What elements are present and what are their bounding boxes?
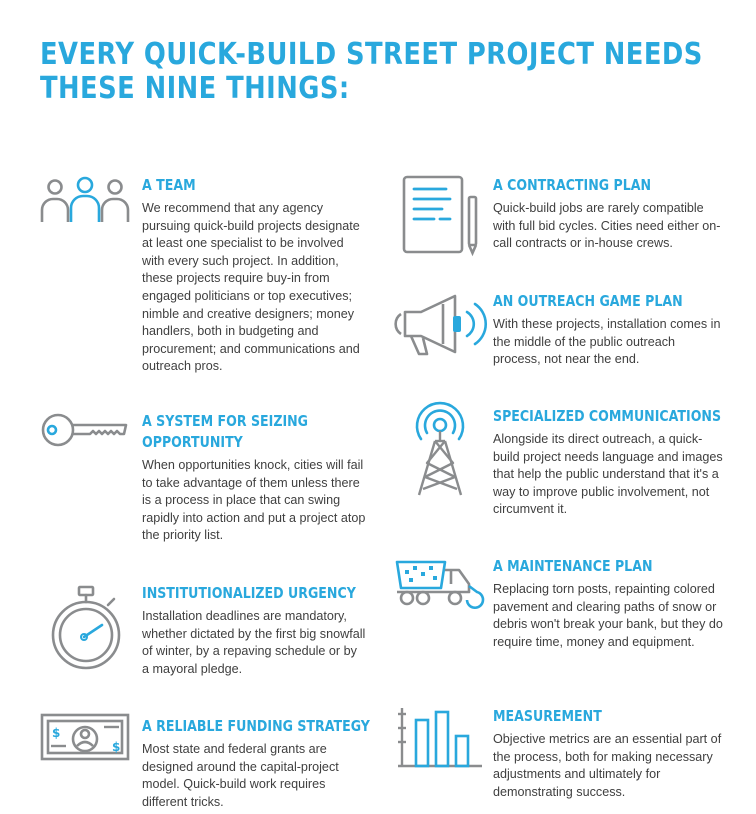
maintenance-body: Replacing torn posts, repainting colored pavement and clearing paths of snow or debris won't break your bank, but they do require time, money and equipment. <box>493 582 723 649</box>
bar-chart-icon <box>396 706 486 772</box>
maintenance-section <box>493 556 723 651</box>
urgency-section <box>142 583 367 678</box>
funding-section <box>142 716 370 811</box>
document-pen-icon <box>402 175 480 255</box>
maintenance-heading: A MAINTENANCE PLAN <box>493 557 653 575</box>
svg-text:$: $ <box>52 726 61 740</box>
stopwatch-icon <box>48 585 124 671</box>
measurement-section <box>493 706 723 801</box>
contracting-heading: A CONTRACTING PLAN <box>493 176 652 194</box>
dollar-bill-icon <box>40 713 132 761</box>
urgency-heading: INSTITUTIONALIZED URGENCY <box>142 584 356 602</box>
outreach-section <box>493 291 723 369</box>
communications-section <box>493 406 723 519</box>
page-title <box>40 37 703 106</box>
system-heading-line-1: A SYSTEM FOR SEIZING <box>142 412 309 430</box>
outreach-body: With these projects, installation comes in the middle of the public outreach process, not near the end. <box>493 317 721 367</box>
team-heading: A TEAM <box>142 176 196 194</box>
dump-truck-icon <box>393 558 487 608</box>
system-body: When opportunities knock, cities will fail to take advantage of them unless there is a process in place that can swing rapidly into action and put a project atop the priority list. <box>142 458 366 543</box>
page-title-line-2: THESE NINE THINGS: <box>40 71 350 106</box>
system-section <box>142 411 367 545</box>
team-section <box>142 175 362 376</box>
key-icon <box>40 410 130 450</box>
team-icon <box>38 176 132 226</box>
system-heading-line-2: OPPORTUNITY <box>142 433 243 451</box>
funding-body: Most state and federal grants are designed around the capital-project model. Quick-build work requires different tricks. <box>142 742 339 809</box>
measurement-heading: MEASUREMENT <box>493 707 602 725</box>
measurement-body: Objective metrics are an essential part of the process, both for making necessary adjustments and ultimately for demonstrating success. <box>493 732 722 799</box>
outreach-heading: AN OUTREACH GAME PLAN <box>493 292 683 310</box>
system-heading <box>142 411 331 453</box>
communications-heading: SPECIALIZED COMMUNICATIONS <box>493 407 722 425</box>
contracting-section <box>493 175 723 253</box>
funding-heading: A RELIABLE FUNDING STRATEGY <box>142 717 370 735</box>
urgency-body: Installation deadlines are mandatory, whether dictated by the first big snowfall of winter, by a repaving schedule or by a mayoral pledge. <box>142 609 366 676</box>
broadcast-tower-icon <box>413 403 467 497</box>
page-title-line-1: EVERY QUICK-BUILD STREET PROJECT NEEDS <box>40 37 703 72</box>
megaphone-icon <box>395 292 487 358</box>
team-body: We recommend that any agency pursuing quick-build projects designate at least one specialist to be involved with every such project. In addition, these projects require buy-in from engaged politicians or top executives; nimble and creative designers; money handlers, both in budgeting and procurement; and communications and outreach pros. <box>142 201 360 374</box>
contracting-body: Quick-build jobs are rarely compatible with full bid cycles. Cities need either on-call contracts or in-house crews. <box>493 201 721 251</box>
communications-body: Alongside its direct outreach, a quick-build project needs language and images that help the public understand that it's a way to improve public involvement, not circumvent it. <box>493 432 723 517</box>
svg-text:$: $ <box>112 740 121 754</box>
